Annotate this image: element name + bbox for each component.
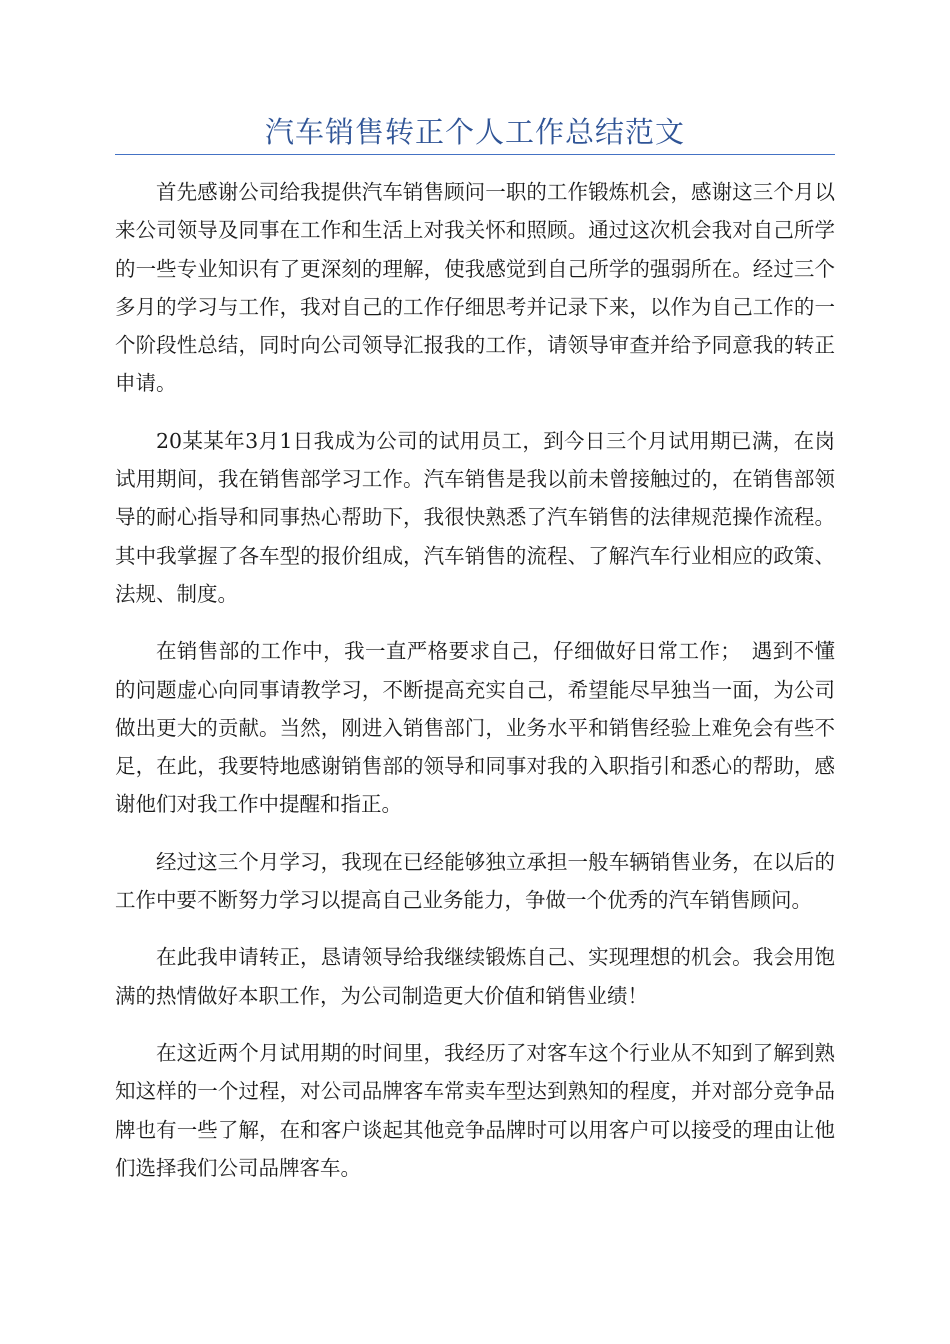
paragraph-1: 首先感谢公司给我提供汽车销售顾问一职的工作锻炼机会，感谢这三个月以来公司领导及同事在工作和生活上对我关怀和照顾。通过这次机会我对自己所学的一些专业知识有了更深刻的理解，使我感觉到自己所学的强弱所在。经过三个多月的学习与工作，我对自己的工作仔细思考并记录下来，以作为自己工作的一个阶段性总结，同时向公司领导汇报我的工作，请领导审查并给予同意我的转正申请。	[115, 180, 835, 396]
paragraph-3: 在销售部的工作中，我一直严格要求自己，仔细做好日常工作； 遇到不懂的问题虚心向同事请教学习，不断提高充实自己，希望能尽早独当一面，为公司做出更大的贡献。当然，刚进入销售部门，业务水平和销售经验上难免会有些不足，在此，我要特地感谢销售部的领导和同事对我的入职指引和悉心的帮助，感谢他们对我工作中提醒和指正。	[115, 639, 835, 817]
paragraph-4: 经过这三个月学习，我现在已经能够独立承担一般车辆销售业务，在以后的工作中要不断努力学习以提高自己业务能力，争做一个优秀的汽车销售顾问。	[115, 849, 835, 913]
paragraph-6: 在这近两个月试用期的时间里，我经历了对客车这个行业从不知到了解到熟知这样的一个过程，对公司品牌客车常卖车型达到熟知的程度，并对部分竞争品牌也有一些了解，在和客户谈起其他竞争品牌时可以用客户可以接受的理由让他们选择我们公司品牌客车。	[115, 1040, 835, 1180]
title-underline	[115, 154, 835, 155]
paragraph-5: 在此我申请转正，恳请领导给我继续锻炼自己、实现理想的机会。我会用饱满的热情做好本职工作，为公司制造更大价值和销售业绩！	[115, 945, 835, 1008]
document-title: 汽车销售转正个人工作总结范文	[264, 115, 685, 149]
document-body	[115, 173, 835, 1206]
paragraph-2: 20某某年3月1日我成为公司的试用员工，到今日三个月试用期已满，在岗试用期间，我在销售部学习工作。汽车销售是我以前未曾接触过的，在销售部领导的耐心指导和同事热心帮助下，我很快熟悉了汽车销售的法律规范操作流程。其中我掌握了各车型的报价组成，汽车销售的流程、了解汽车行业相应的政策、法规、制度。	[115, 428, 835, 606]
